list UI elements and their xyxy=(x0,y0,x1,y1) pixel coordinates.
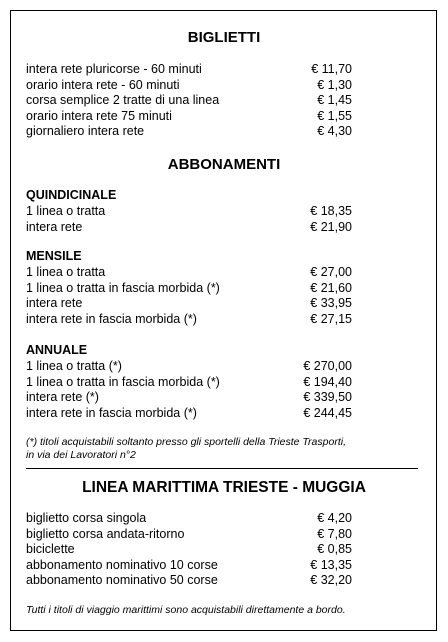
table-row xyxy=(0,281,448,297)
row-price: € 32,20 xyxy=(310,573,352,587)
table-row xyxy=(0,124,448,140)
row-label: biglietto corsa andata-ritorno xyxy=(26,526,185,541)
table-row xyxy=(0,312,448,328)
row-price: € 1,30 xyxy=(317,77,352,92)
table-row xyxy=(0,390,448,406)
row-label: abbonamento nominativo 50 corse xyxy=(26,573,218,587)
table-row xyxy=(0,542,448,558)
table-row xyxy=(0,78,448,94)
row-price: € 339,50 xyxy=(303,390,352,404)
table-row xyxy=(0,93,448,109)
section-title-biglietti: BIGLIETTI xyxy=(187,29,261,46)
section-title-abbonamenti: ABBONAMENTI xyxy=(167,156,281,173)
subsection-title-mensile: MENSILE xyxy=(26,249,82,263)
row-price: € 27,00 xyxy=(310,265,352,279)
table-row xyxy=(0,511,448,527)
subsection-title-quindicinale: QUINDICINALE xyxy=(26,188,117,202)
table-row xyxy=(0,573,448,589)
row-price: € 4,20 xyxy=(317,511,352,525)
row-price: € 1,45 xyxy=(317,93,352,107)
row-price: € 1,55 xyxy=(317,108,352,123)
section-divider xyxy=(26,468,418,469)
row-label: abbonamento nominativo 10 corse xyxy=(26,557,218,572)
row-label: biglietto corsa singola xyxy=(26,511,147,525)
table-row xyxy=(0,62,448,78)
section-title-marittima: LINEA MARITTIMA TRIESTE - MUGGIA xyxy=(82,479,366,496)
table-row xyxy=(0,558,448,574)
row-price: € 270,00 xyxy=(303,359,352,373)
row-label: intera rete xyxy=(26,219,83,234)
table-row xyxy=(0,296,448,312)
row-label: orario intera rete 75 minuti xyxy=(26,108,172,123)
row-label: biciclette xyxy=(26,542,75,556)
table-row xyxy=(0,265,448,281)
table-row xyxy=(0,375,448,391)
row-label: 1 linea o tratta in fascia morbida (*) xyxy=(26,374,220,389)
row-label: 1 linea o tratta xyxy=(26,265,106,279)
row-price: € 13,35 xyxy=(310,557,352,572)
row-label: orario intera rete - 60 minuti xyxy=(26,77,180,92)
row-label: 1 linea o tratta in fascia morbida (*) xyxy=(26,280,220,295)
row-label: intera rete (*) xyxy=(26,390,99,404)
row-price: € 244,45 xyxy=(303,405,352,420)
row-price: € 7,80 xyxy=(317,526,352,541)
table-row xyxy=(0,359,448,375)
row-label: intera rete xyxy=(26,296,83,310)
row-price: € 27,15 xyxy=(310,311,352,326)
subsection-title-annuale: ANNUALE xyxy=(26,343,88,357)
row-label: 1 linea o tratta (*) xyxy=(26,359,122,373)
row-label: corsa semplice 2 tratte di una linea xyxy=(26,93,220,107)
row-label: intera rete pluricorse - 60 minuti xyxy=(26,62,202,76)
footnote-marittima: Tutti i titoli di viaggio marittimi sono acquistabili direttamente a bordo. xyxy=(26,604,346,616)
row-price: € 11,70 xyxy=(311,62,352,76)
table-row xyxy=(0,204,448,220)
row-label: 1 linea o tratta xyxy=(26,204,106,218)
row-label: intera rete in fascia morbida (*) xyxy=(26,311,197,326)
row-label: giornaliero intera rete xyxy=(26,124,145,138)
row-price: € 194,40 xyxy=(303,374,352,389)
footnote-line-2: in via dei Lavoratori n°2 xyxy=(26,449,136,461)
row-price: € 0,85 xyxy=(317,542,352,556)
row-price: € 21,90 xyxy=(310,219,352,234)
table-row xyxy=(0,220,448,236)
row-price: € 33,95 xyxy=(310,296,352,310)
table-row xyxy=(0,527,448,543)
row-price: € 4,30 xyxy=(317,124,352,138)
footnote-line-1: (*) titoli acquistabili soltanto presso gli sportelli della Trieste Trasporti, xyxy=(26,436,346,448)
table-row xyxy=(0,406,448,422)
row-label: intera rete in fascia morbida (*) xyxy=(26,405,197,420)
row-price: € 21,60 xyxy=(310,280,352,295)
row-price: € 18,35 xyxy=(310,204,352,218)
table-row xyxy=(0,109,448,125)
